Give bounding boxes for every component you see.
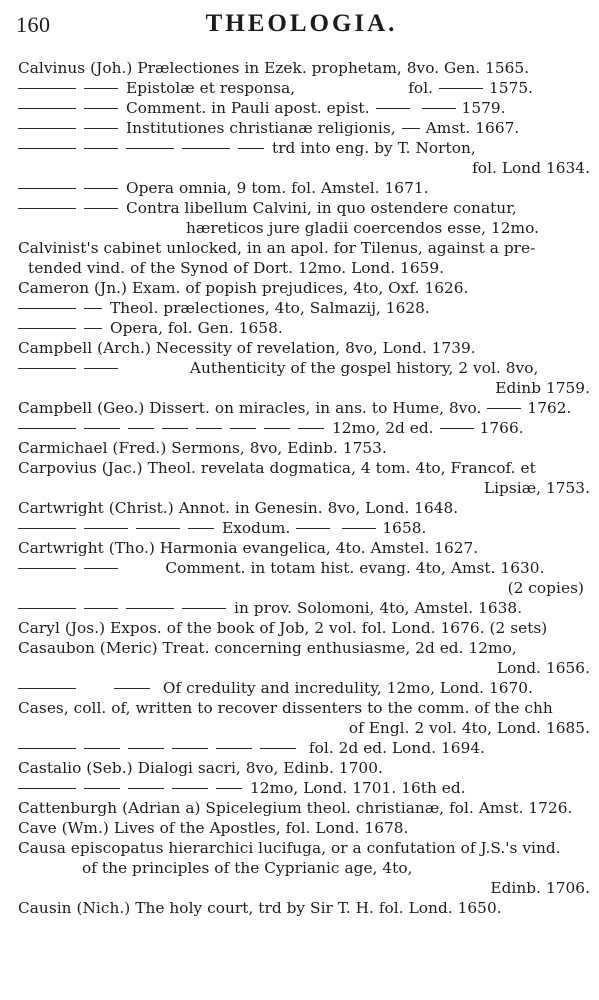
entry-line [18,578,598,598]
entry-text: in prov. Solomoni, 4to, Amstel. 1638. [234,599,523,617]
ditto-rule [18,748,76,749]
ditto-rule [84,208,118,209]
ditto-rule [18,188,76,189]
entry-text: (2 copies) [507,579,584,597]
entry-line [18,458,598,478]
entry-text: of the principles of the Cyprianic age, 4to, [82,859,413,877]
entry-text: hæreticos jure gladii coercendos esse, 12mo. [186,219,540,237]
ditto-rule [136,528,180,529]
entry-text: Contra libellum Calvini, in quo ostendere conatur, [126,199,517,217]
entry-line [18,738,598,758]
entry-text: Castalio (Seb.) Dialogi sacri, 8vo, Edinb. 1700. [18,759,383,777]
ditto-rule [298,428,324,429]
entry-line [18,438,598,458]
entry-text: Exodum. [222,519,291,537]
ditto-rule [162,428,188,429]
entry-line [18,158,598,178]
entry-line [18,518,598,538]
entry-line [18,78,598,98]
entry-text: Causin (Nich.) The holy court, trd by Sir T. H. fol. Lond. 1650. [18,899,502,917]
entry-text: 12mo, Lond. 1701. 16th ed. [250,779,466,797]
ditto-rule [84,128,118,129]
entry-text: Carpovius (Jac.) Theol. revelata dogmatica, 4 tom. 4to, Francof. et [18,459,536,477]
ditto-rule [128,428,154,429]
ditto-rule [84,748,120,749]
entry-line [18,98,598,118]
ditto-rule [18,788,76,789]
ditto-rule [182,608,226,609]
ditto-rule [439,88,483,89]
entry-text: of Engl. 2 vol. 4to, Lond. 1685. [348,719,590,737]
entry-line [18,138,598,158]
entry-text: Calvinist's cabinet unlocked, in an apol. for Tilenus, against a pre- [18,239,536,257]
entry-text: Comment. in totam hist. evang. 4to, Amst. 1630. [165,559,545,577]
entry-line [18,358,598,378]
entry-line [18,858,598,878]
entry-text: fol. 2d ed. Lond. 1694. [308,739,486,757]
entry-text: Caryl (Jos.) Expos. of the book of Job, 2 vol. fol. Lond. 1676. (2 sets) [18,619,548,637]
ditto-rule [172,748,208,749]
entry-line [18,198,598,218]
ditto-rule [18,428,76,429]
page-number: 160 [16,12,51,37]
ditto-rule [216,788,242,789]
entry-line [18,538,598,558]
ditto-rule [296,528,330,529]
entry-line [18,818,598,838]
entry-line [18,258,598,278]
entry-text: fol. [408,79,434,97]
entry-line [18,498,598,518]
ditto-rule [126,608,174,609]
entry-text: Comment. in Pauli apost. epist. [126,99,370,117]
entry-line [18,398,598,418]
ditto-rule [182,148,230,149]
running-title: THEOLOGIA. [205,10,398,37]
entry-line [18,618,598,638]
ditto-rule [196,428,222,429]
ditto-rule [18,328,76,329]
entry-text: Amst. 1667. [425,119,520,137]
entry-text: Cave (Wm.) Lives of the Apostles, fol. Lond. 1678. [18,819,409,837]
ditto-rule [84,528,128,529]
ditto-rule [18,128,76,129]
ditto-rule [376,108,410,109]
entry-line [18,558,598,578]
entry-line [18,678,598,698]
entry-text: Epistolæ et responsa, [126,79,296,97]
entry-text: 1766. [479,419,524,437]
entry-text: 1658. [382,519,427,537]
entry-text: 1579. [461,99,506,117]
entry-line [18,478,598,498]
entry-text: Cameron (Jn.) Exam. of popish prejudices, 4to, Oxf. 1626. [18,279,469,297]
ditto-rule [84,328,102,329]
entry-text: Edinb. 1706. [490,879,590,897]
ditto-rule [84,148,118,149]
entry-line [18,338,598,358]
ditto-rule [18,108,76,109]
entry-text: Edinb 1759. [495,379,590,397]
entry-line [18,878,598,898]
ditto-rule [18,688,76,689]
entry-line [18,838,598,858]
entry-line [18,378,598,398]
entry-text: trd into eng. by T. Norton, [272,139,476,157]
entry-line [18,638,598,658]
ditto-rule [84,108,118,109]
entry-line [18,238,598,258]
ditto-rule [216,748,252,749]
entry-line [18,118,598,138]
entry-line [18,898,598,918]
entry-text: tended vind. of the Synod of Dort. 12mo. Lond. 1659. [28,259,445,277]
ditto-rule [18,88,76,89]
ditto-rule [84,568,118,569]
entry-text: Cattenburgh (Adrian a) Spicelegium theol. christianæ, fol. Amst. 1726. [18,799,573,817]
ditto-rule [238,148,264,149]
entry-text: fol. Lond 1634. [472,159,590,177]
entry-text: Lond. 1656. [496,659,590,677]
entry-line [18,658,598,678]
ditto-rule [128,748,164,749]
entry-text: Opera omnia, 9 tom. fol. Amstel. 1671. [126,179,429,197]
entry-line [18,698,598,718]
bibliography-entries [18,58,598,918]
entry-line [18,778,598,798]
ditto-rule [440,428,474,429]
ditto-rule [230,428,256,429]
entry-text: Campbell (Arch.) Necessity of revelation, 8vo, Lond. 1739. [18,339,476,357]
entry-text: Theol. prælectiones, 4to, Salmazij, 1628. [110,299,430,317]
ditto-rule [84,368,118,369]
page-header [16,8,587,48]
ditto-rule [18,208,76,209]
ditto-rule [18,308,76,309]
entry-text: Of credulity and incredulity, 12mo, Lond. 1670. [162,679,533,697]
ditto-rule [18,608,76,609]
entry-text: Cartwright (Christ.) Annot. in Genesin. 8vo, Lond. 1648. [18,499,459,517]
ditto-rule [172,788,208,789]
entry-line [18,218,598,238]
entry-text: 12mo, 2d ed. [332,419,434,437]
entry-text: Cases, coll. of, written to recover dissenters to the comm. of the chh [18,699,553,717]
ditto-rule [84,88,118,89]
entry-text: Calvinus (Joh.) Prælectiones in Ezek. prophetam, 8vo. Gen. 1565. [18,59,530,77]
ditto-rule [487,408,521,409]
ditto-rule [128,788,164,789]
entry-text: Lipsiæ, 1753. [483,479,590,497]
ditto-rule [84,308,102,309]
entry-line [18,418,598,438]
entry-line [18,278,598,298]
entry-text: Causa episcopatus hierarchici lucifuga, or a confutation of J.S.'s vind. [18,839,561,857]
entry-line [18,598,598,618]
ditto-rule [264,428,290,429]
entry-text: Campbell (Geo.) Dissert. on miracles, in ans. to Hume, 8vo. [18,399,482,417]
ditto-rule [84,428,120,429]
ditto-rule [18,568,76,569]
ditto-rule [188,528,214,529]
ditto-rule [84,608,118,609]
ditto-rule [18,148,76,149]
ditto-rule [422,108,456,109]
entry-text: Institutiones christianæ religionis, [126,119,396,137]
ditto-rule [18,528,76,529]
entry-line [18,298,598,318]
ditto-rule [84,788,120,789]
entry-text: Carmichael (Fred.) Sermons, 8vo, Edinb. 1753. [18,439,387,457]
ditto-rule [114,688,150,689]
entry-text: Cartwright (Tho.) Harmonia evangelica, 4to. Amstel. 1627. [18,539,479,557]
entry-line [18,58,598,78]
entry-text: Opera, fol. Gen. 1658. [110,319,283,337]
ditto-rule [402,128,420,129]
ditto-rule [126,148,174,149]
ditto-rule [84,188,118,189]
entry-line [18,178,598,198]
entry-text: 1762. [527,399,572,417]
entry-line [18,798,598,818]
entry-line [18,758,598,778]
ditto-rule [18,368,76,369]
entry-line [18,718,598,738]
entry-text: Casaubon (Meric) Treat. concerning enthusiasme, 2d ed. 12mo, [18,639,517,657]
entry-text: 1575. [489,79,534,97]
entry-text: Authenticity of the gospel history, 2 vol. 8vo, [189,359,539,377]
entry-line [18,318,598,338]
ditto-rule [260,748,296,749]
ditto-rule [342,528,376,529]
